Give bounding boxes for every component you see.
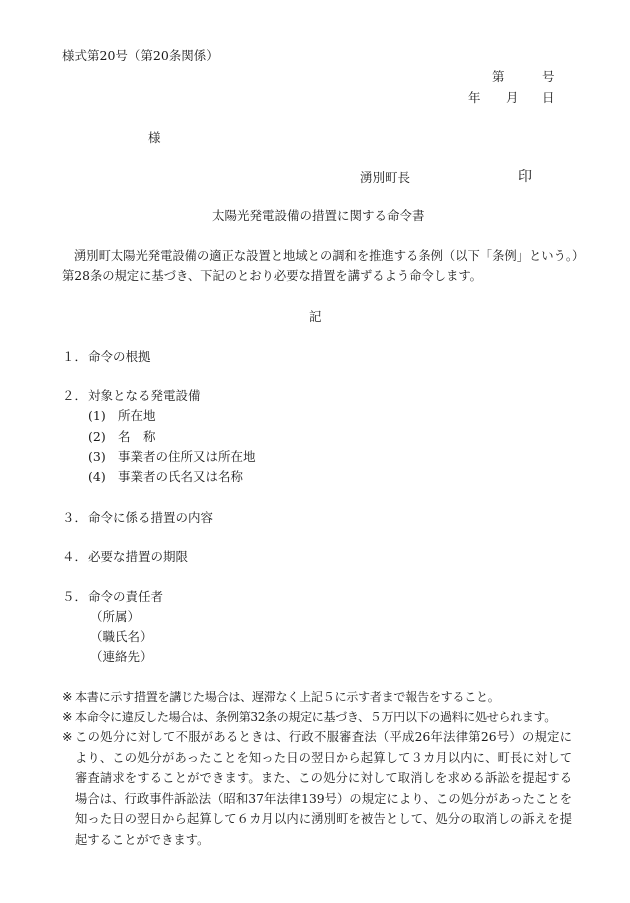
item-1-label: 命令の根拠 [88,349,151,364]
item-3-label: 命令に係る措置の内容 [88,510,214,525]
item-2-sub-4-label: 事業者の氏名又は名称 [118,469,244,484]
form-label: 様式第20号（第20条関係） [62,48,219,63]
doc-number-prefix: 第 [492,69,505,84]
ki-heading: 記 [309,309,322,324]
item-2-sub-3-label: 事業者の住所又は所在地 [118,449,256,464]
item-5-sub-contact: （連絡先） [90,649,153,664]
item-4-number: ４． [62,549,88,564]
item-2-sub-1-number: (1) [88,408,106,423]
item-2-sub-3-number: (3) [88,449,106,464]
note-2 [62,707,572,727]
intro-line-2: 第28条の規定に基づき、下記のとおり必要な措置を講ずるよう命令します。 [62,269,482,283]
intro-line-1: 湧別町太陽光発電設備の適正な設置と地域との調和を推進する条例（以下「条例」という。） [74,249,585,263]
note-1-text: 本書に示す措置を講じた場合は、遅滞なく上記５に示す者まで報告をすること。 [75,690,500,704]
item-1-number: １． [62,349,88,364]
note-3-mark: ※ [62,729,73,744]
item-2-sub-2-number: (2) [88,429,106,444]
note-2-mark: ※ [62,709,73,724]
item-2-sub-1-label: 所在地 [118,408,156,423]
item-4-label: 必要な措置の期限 [88,549,189,564]
seal-mark: 印 [518,169,532,185]
doc-number-suffix: 号 [542,69,555,84]
date-year: 年 [468,90,481,105]
document-title: 太陽光発電設備の措置に関する命令書 [212,208,425,223]
note-1-mark: ※ [62,689,73,704]
item-2-number: ２． [62,388,88,403]
item-2-sub-2-label: 名 称 [118,429,156,444]
addressee-suffix: 様 [148,130,161,145]
item-3-number: ３． [62,510,88,525]
item-2-label: 対象となる発電設備 [88,388,201,403]
item-5-label: 命令の責任者 [88,589,164,604]
issuer: 湧別町長 [360,170,411,185]
note-3-text: この処分に対して不服があるときは、行政不服審査法（平成26年法律第26号）の規定により、この処分があったことを知った日の翌日から起算して３カ月以内に、町長に対して審査請求をすることができます。また、この処分に対して取消しを求める訴訟を提起する場合は、行政事件訴訟法（昭和37年法律139号）の規定により、この処分があったことを知った日の翌日から起算して６カ月以内に湧別町を被告として、処分の取消しの訴えを提起することができます。 [75,730,572,847]
item-2-sub-4-number: (4) [88,469,106,484]
date-month: 月 [506,90,519,105]
note-1 [62,687,572,707]
item-5-number: ５． [62,589,88,604]
note-2-text: 本命令に違反した場合は、条例第32条の規定に基づき、５万円以下の過料に処せられます。 [75,710,556,724]
item-5-sub-title-name: （職氏名） [90,629,153,644]
date-day: 日 [542,90,555,105]
note-3 [62,727,572,851]
item-5-sub-affiliation: （所属） [90,609,141,624]
